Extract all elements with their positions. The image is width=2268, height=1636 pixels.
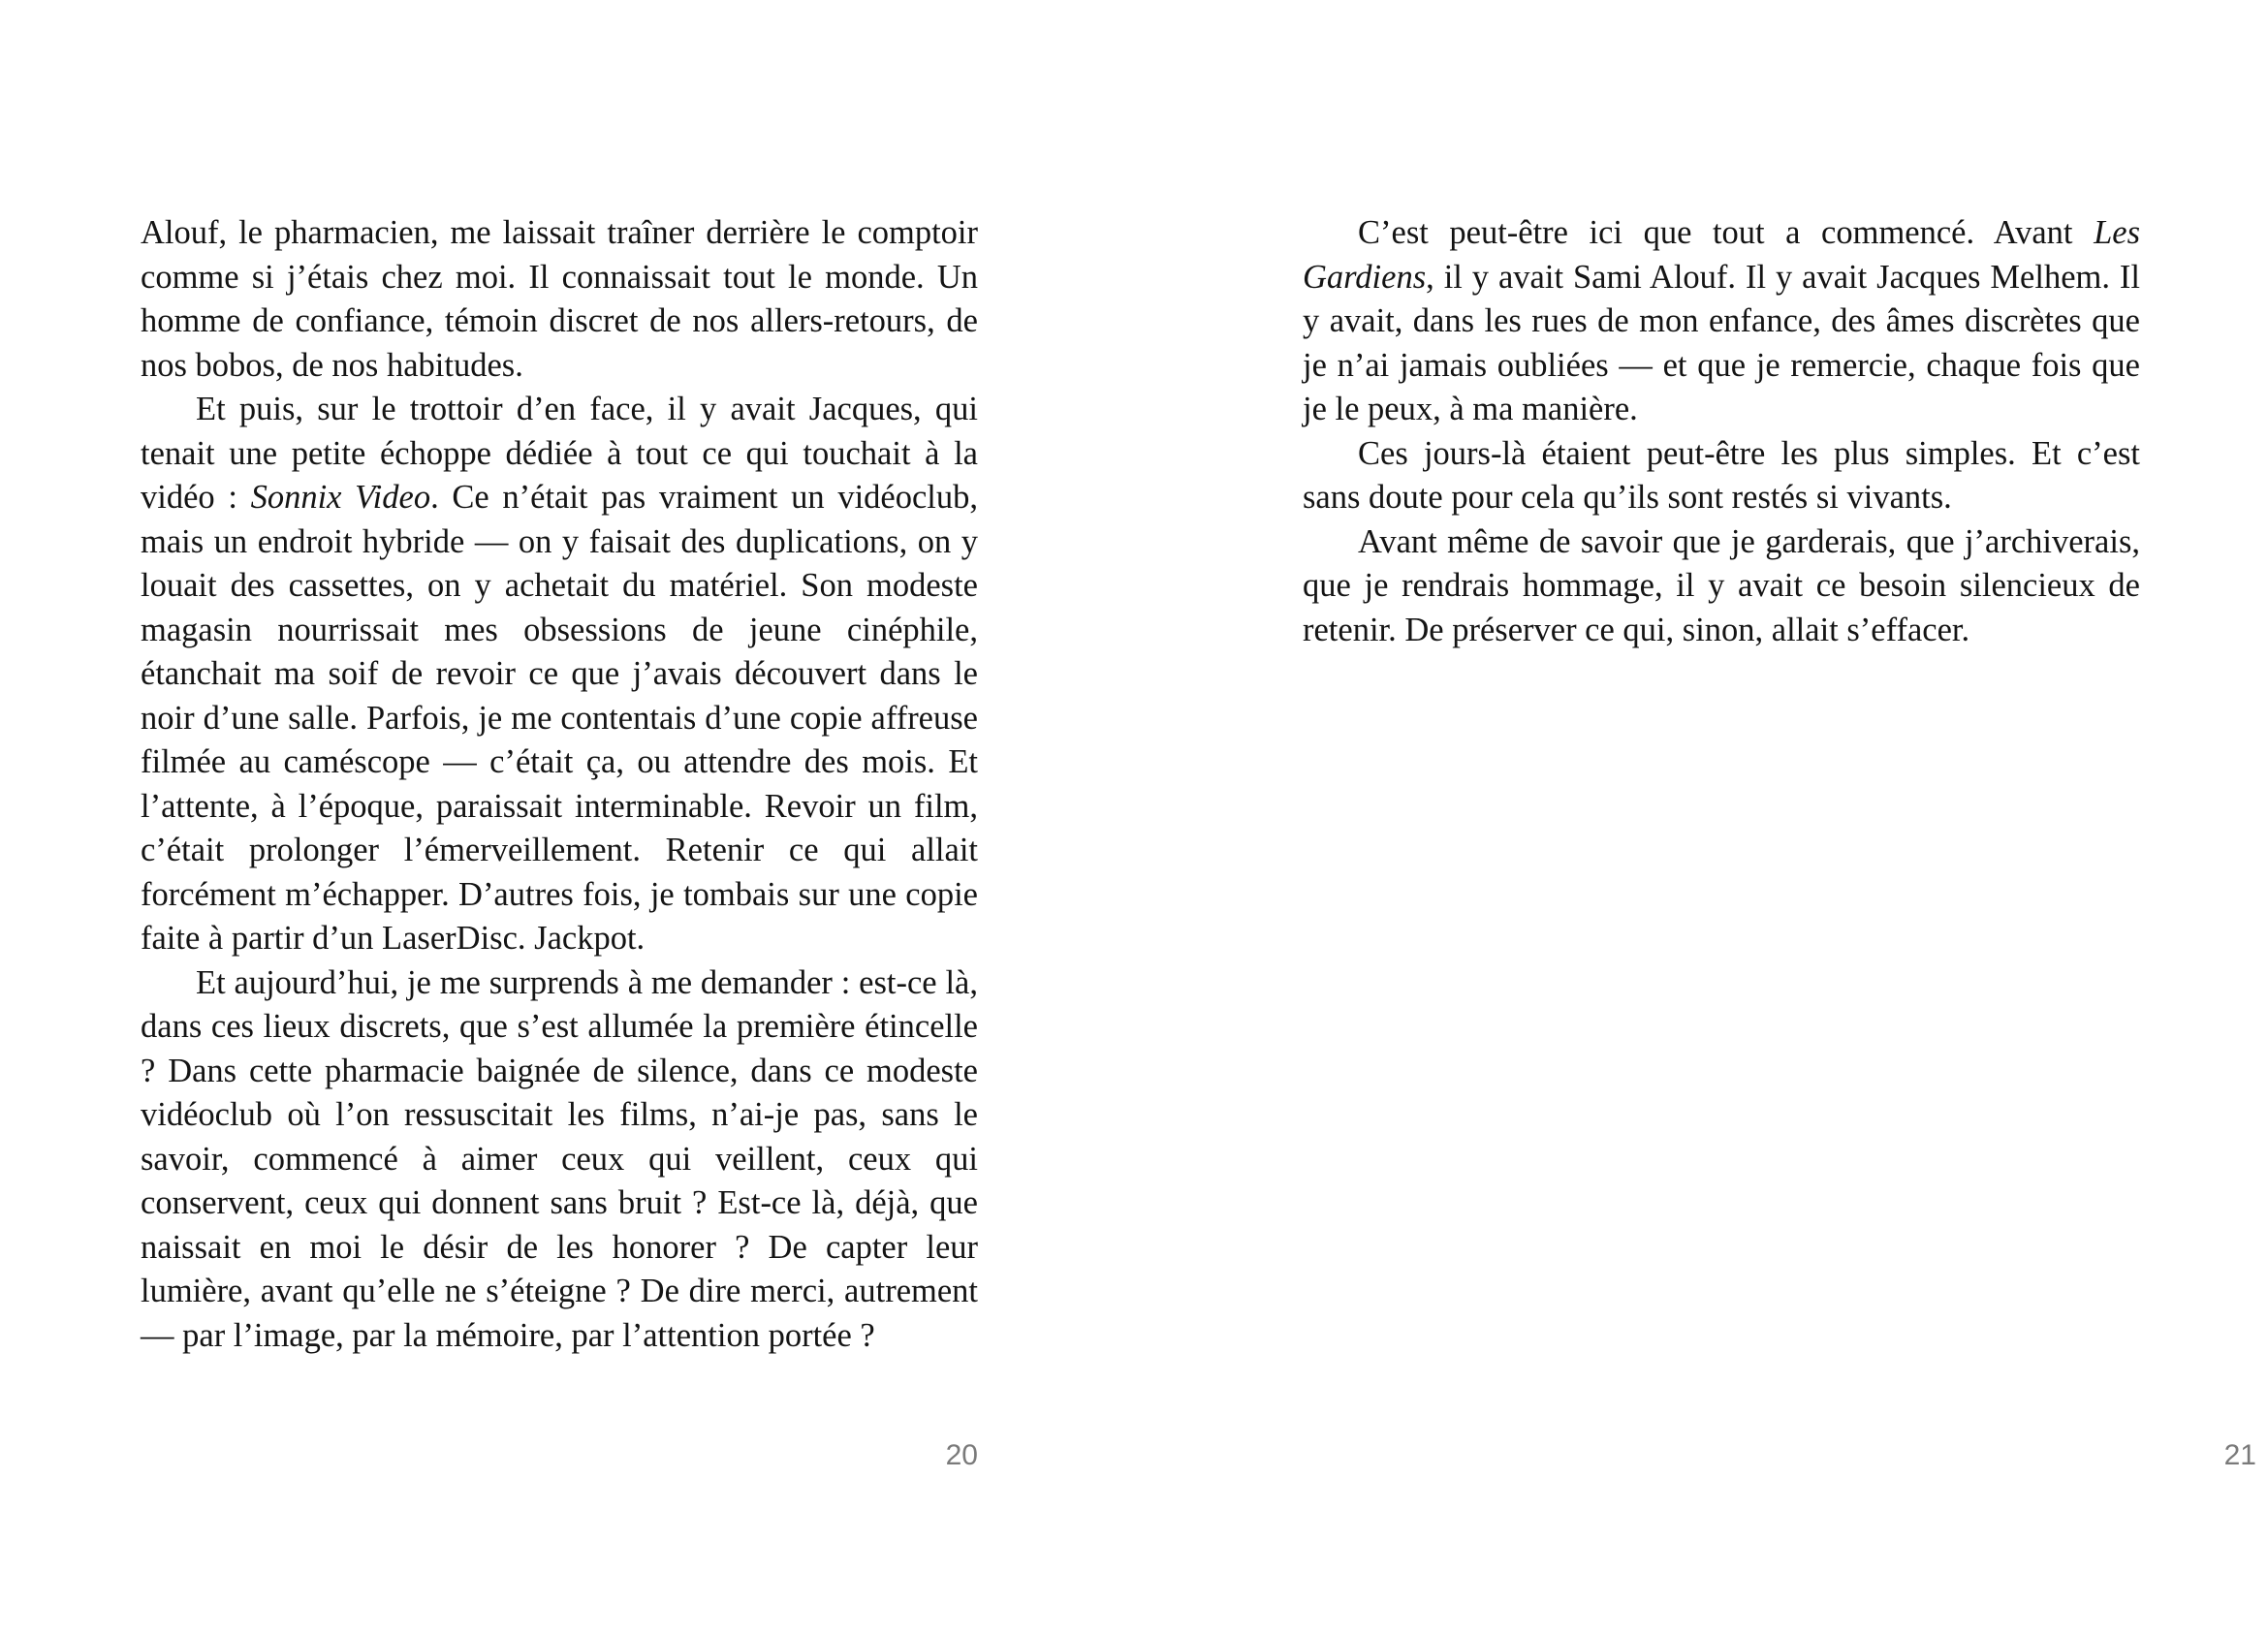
right-page: [1134, 0, 2268, 1636]
shop-name-italic: Sonnix Video: [250, 479, 431, 516]
right-paragraph-1-text-after: , il y avait Sami Alouf. Il y avait Jacques Melhem. Il y avait, dans les rues de mon enfance, des âmes discrètes que je n’ai jamais oubliées — et que je remercie, chaque fois que je le peux, à ma manière.: [1303, 258, 2140, 427]
left-paragraph-1-text: Alouf, le pharmacien, me laissait traîner derrière le comptoir comme si j’étais chez moi. Il connaissait tout le monde. Un homme de confiance, témoin discret de nos allers-retours, de nos bobos, de nos habitudes.: [141, 214, 978, 384]
left-paragraph-1: [141, 211, 978, 388]
page-number-left: 20: [945, 1439, 978, 1471]
right-paragraph-1-text-before: C’est peut-être ici que tout a commencé. Avant: [1358, 214, 2095, 251]
film-title-italic: Les Gardiens: [1303, 214, 2140, 296]
left-paragraph-2: [141, 388, 978, 961]
right-paragraph-2: [1303, 432, 2140, 520]
left-paragraph-2-text-before: Et puis, sur le trottoir d’en face, il y avait Jacques, qui tenait une petite échoppe dédiée à tout ce qui touchait à la vidéo :: [141, 391, 978, 516]
right-paragraph-3-text: Avant même de savoir que je garderais, que j’archiverais, que je rendrais hommage, il y avait ce besoin silencieux de retenir. De préserver ce qui, sinon, allait s’effacer.: [1303, 522, 2140, 648]
left-paragraph-3-text: Et aujourd’hui, je me surprends à me demander : est-ce là, dans ces lieux discrets, que s’est allumée la première étincelle ? Dans cette pharmacie baignée de silence, dans ce modeste vidéoclub où l’on ressuscitait les films, n’ai-je pas, sans le savoir, commencé à aimer ceux qui veillent, ceux qui conservent, ceux qui donnent sans bruit ? Est-ce là, déjà, que naissait en moi le désir de les honorer ? De capter leur lumière, avant qu’elle ne s’éteigne ? De dire merci, autrement — par l’image, par la mémoire, par l’attention portée ?: [141, 963, 978, 1354]
right-paragraph-3: [1303, 520, 2140, 653]
left-page-text: [141, 211, 978, 1358]
page-number-right: 21: [2223, 1439, 2256, 1471]
right-paragraph-1: [1303, 211, 2140, 432]
left-paragraph-3: [141, 961, 978, 1359]
right-page-text: [1303, 211, 2140, 652]
right-paragraph-2-text: Ces jours-là étaient peut-être les plus simples. Et c’est sans doute pour cela qu’ils sont restés si vivants.: [1303, 434, 2140, 516]
left-paragraph-2-text-after: . Ce n’était pas vraiment un vidéoclub, mais un endroit hybride — on y faisait des duplications, on y louait des cassettes, on y achetait du matériel. Son modeste magasin nourrissait mes obsessions de jeune cinéphile, étanchait ma soif de revoir ce que j’avais découvert dans le noir d’une salle. Parfois, je me contentais d’une copie affreuse filmée au caméscope — c’était ça, ou attendre des mois. Et l’attente, à l’époque, paraissait interminable. Revoir un film, c’était prolonger l’émerveillement. Retenir ce qui allait forcément m’échapper. D’autres fois, je tombais sur une copie faite à partir d’un LaserDisc. Jackpot.: [141, 479, 979, 957]
